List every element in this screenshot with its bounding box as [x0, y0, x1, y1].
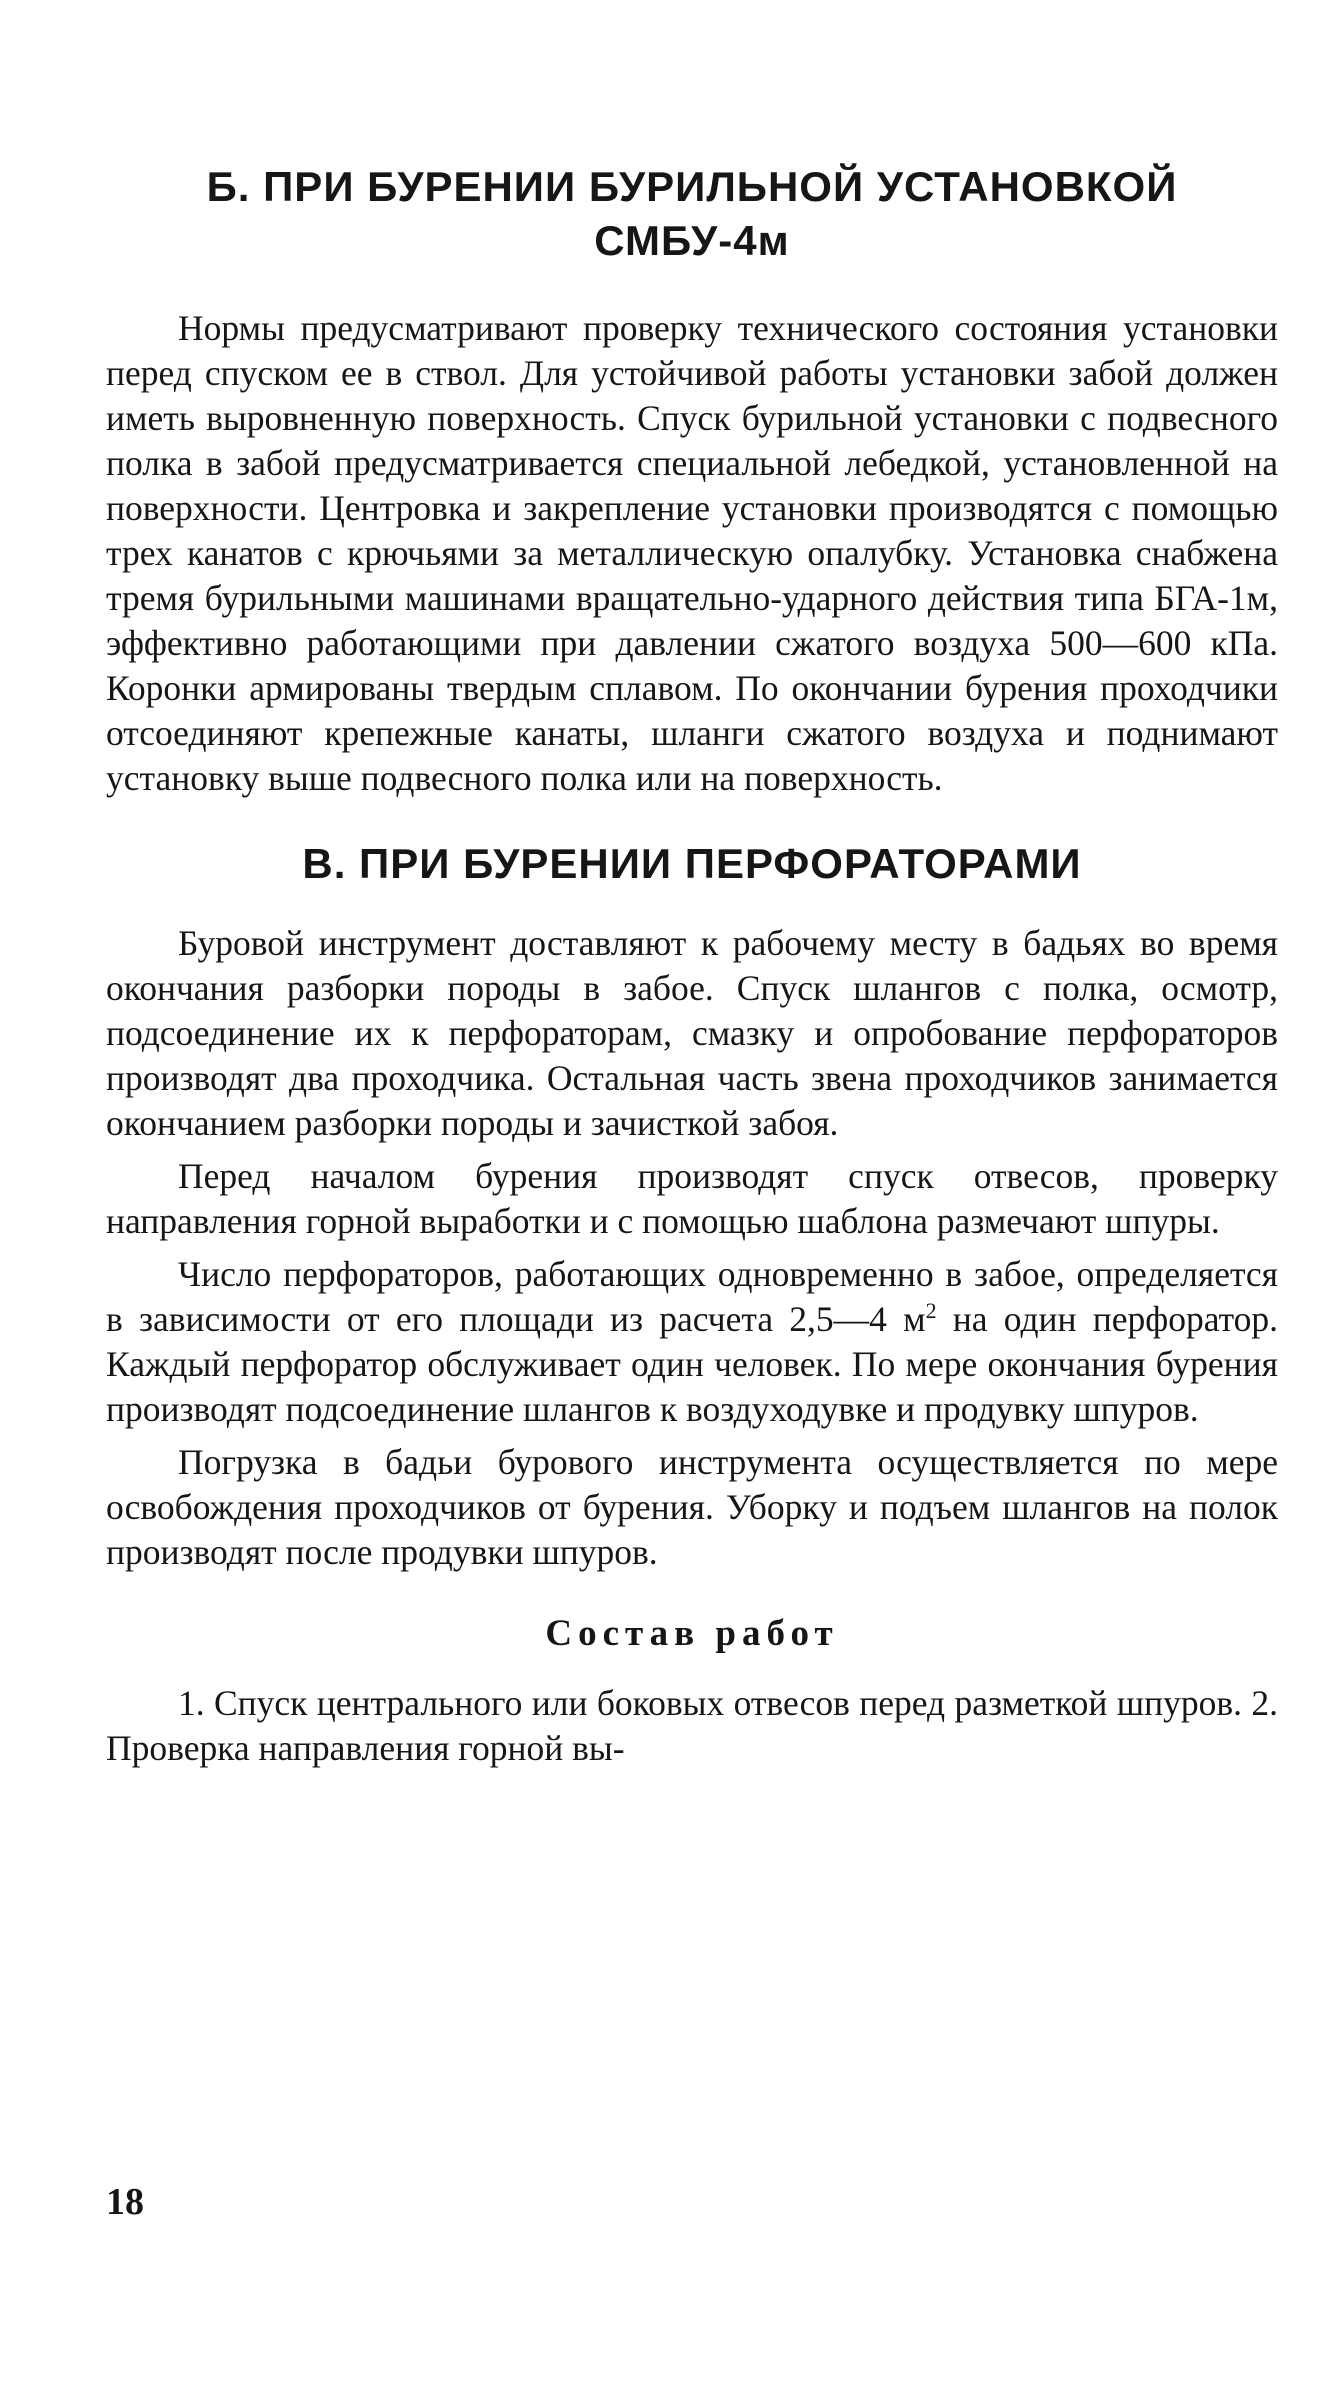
work-composition-heading: Состав работ [545, 1613, 839, 1654]
section-b-paragraph: Нормы предусматривают проверку технического состояния установки перед спуском ее в ствол. Для устойчивой работы установки забой должен иметь выровненную поверхность. Спуск бурильной установки с подвесного полка в забой предусматривается специальной лебедкой, установленной на поверхности. Центровка и закрепление установки производятся с помощью трех канатов с крючьями за металлическую опалубку. Установка снабжена тремя бурильными машинами вращательно-ударного действия типа БГА-1м, эффективно работающими при давлении сжатого воздуха 500—600 кПа. Коронки армированы твердым сплавом. По окончании бурения проходчики отсоединяют крепежные канаты, шланги сжатого воздуха и поднимают установку выше подвесного полка или на поверхность. [106, 308, 1278, 798]
section-b-heading [106, 160, 1278, 268]
paragraph-3-text-start: Число перфораторов, работающих одновременно в забое, определяется в зависимости от его площади из расчета 2,5—4 м [106, 1254, 1278, 1339]
section-b-title-line1: Б. ПРИ БУРЕНИИ БУРИЛЬНОЙ УСТАНОВКОЙ [206, 163, 1178, 210]
section-v-paragraph-4: Погрузка в бадьи бурового инструмента осуществляется по мере освобождения проходчиков от бурения. Уборку и подъем шлангов на полок производят после продувки шпуров. [106, 1442, 1278, 1572]
paragraph-3-text-end: на один перфоратор. Каждый перфоратор обслуживает один человек. По мере окончания бурения производят подсоединение шлангов к воздуходувке и продувку шпуров. [106, 1299, 1278, 1429]
page-content [106, 160, 1278, 1779]
section-v-paragraph-3 [106, 1252, 1278, 1432]
superscript-square: 2 [925, 1298, 937, 1324]
work-composition-paragraph: 1. Спуск центрального или боковых отвесов перед разметкой шпуров. 2. Проверка направления горной вы- [106, 1683, 1278, 1768]
page-number: 18 [106, 2181, 144, 2223]
section-v-heading: В. ПРИ БУРЕНИИ ПЕРФОРАТОРАМИ [302, 840, 1082, 887]
section-b-title-line2: СМБУ-4м [594, 217, 790, 264]
section-v-paragraph-1: Буровой инструмент доставляют к рабочему месту в бадьях во время окончания разборки породы в забое. Спуск шлангов с полка, осмотр, подсоединение их к перфораторам, смазку и опробование перфораторов производят два проходчика. Остальная часть звена проходчиков занимается окончанием разборки породы и зачисткой забоя. [106, 923, 1278, 1143]
section-v-paragraph-2: Перед началом бурения производят спуск отвесов, проверку направления горной выработки и с помощью шаблона размечают шпуры. [106, 1156, 1278, 1241]
